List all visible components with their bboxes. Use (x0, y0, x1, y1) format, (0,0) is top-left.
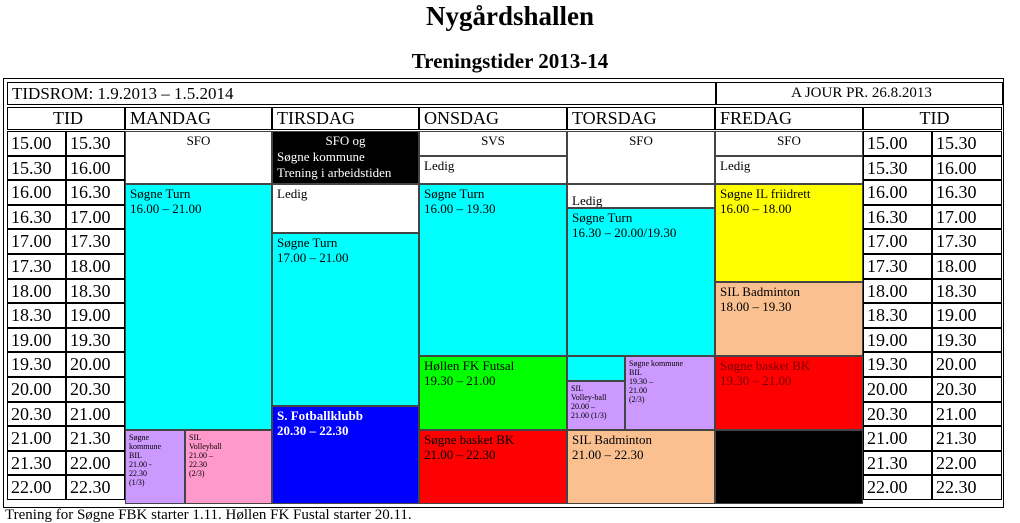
time-right-end: 18.30 (932, 279, 1002, 304)
time-right-end: 16.00 (932, 156, 1002, 181)
time-right-start: 20.30 (863, 402, 932, 427)
day-header-monday: MANDAG (125, 107, 272, 130)
day-header-thursday: TORSDAG (567, 107, 715, 130)
time-left-start: 17.30 (7, 254, 66, 279)
time-left-end: 20.00 (66, 352, 125, 377)
time-right-start: 19.00 (863, 328, 932, 353)
thursday-ledig-block: Ledig (567, 184, 715, 208)
day-header-tuesday: TIRSDAG (272, 107, 419, 130)
wednesday-ledig-block: Ledig (419, 156, 567, 184)
friday-black-block (715, 430, 863, 504)
thursday-sfo-block: SFO (567, 131, 715, 184)
time-right-start: 15.00 (863, 131, 932, 156)
thursday-sogne-turn-block: Søgne Turn 16.30 – 20.00/19.30 (567, 208, 715, 356)
time-left-end: 16.00 (66, 156, 125, 181)
time-right-start: 18.00 (863, 279, 932, 304)
time-right-end: 22.00 (932, 451, 1002, 476)
time-left-end: 16.30 (66, 180, 125, 205)
friday-sfo-block: SFO (715, 131, 863, 156)
monday-sogne-turn-block: Søgne Turn 16.00 – 21.00 (125, 184, 272, 430)
time-left-start: 17.00 (7, 229, 66, 254)
time-left-start: 18.00 (7, 279, 66, 304)
footer-note: Trening for Søgne FBK starter 1.11. Høllen FK Fustal starter 20.11. (5, 507, 412, 523)
time-right-start: 16.30 (863, 205, 932, 230)
time-right-start: 19.30 (863, 352, 932, 377)
time-right-start: 16.00 (863, 180, 932, 205)
tid-header-left: TID (7, 107, 125, 130)
thursday-turn-extension (567, 356, 625, 381)
time-left-end: 18.00 (66, 254, 125, 279)
time-right-end: 17.00 (932, 205, 1002, 230)
friday-ledig-block: Ledig (715, 156, 863, 184)
time-right-start: 17.30 (863, 254, 932, 279)
wednesday-hollen-futsal-block: Høllen FK Futsal 19.30 – 21.00 (419, 356, 567, 430)
time-right-end: 18.00 (932, 254, 1002, 279)
tid-header-right: TID (863, 107, 1002, 130)
time-right-end: 15.30 (932, 131, 1002, 156)
tuesday-fotballklubb-block: S. Fotballklubb 20.30 – 22.30 (272, 406, 419, 504)
time-right-start: 18.30 (863, 303, 932, 328)
updated-label: A JOUR PR. 26.8.2013 (716, 82, 1003, 105)
friday-friidrett-block: Søgne IL friidrett 16.00 – 18.00 (715, 184, 863, 282)
time-left-end: 18.30 (66, 279, 125, 304)
time-left-start: 18.30 (7, 303, 66, 328)
time-left-start: 19.00 (7, 328, 66, 353)
time-right-end: 22.30 (932, 475, 1002, 500)
time-left-end: 17.00 (66, 205, 125, 230)
time-right-end: 20.30 (932, 377, 1002, 402)
time-right-start: 15.30 (863, 156, 932, 181)
wednesday-sogne-turn-block: Søgne Turn 16.00 – 19.30 (419, 184, 567, 356)
time-left-end: 17.30 (66, 229, 125, 254)
page-title: Nygårdshallen (425, 1, 595, 31)
friday-sil-badminton-block: SIL Badminton 18.00 – 19.30 (715, 282, 863, 356)
time-left-start: 22.00 (7, 475, 66, 500)
time-left-end: 22.00 (66, 451, 125, 476)
time-right-end: 20.00 (932, 352, 1002, 377)
thursday-sil-volleyball-block: SIL Volley-ball 20.00 – 21.00 (1/3) (567, 381, 625, 430)
time-right-start: 20.00 (863, 377, 932, 402)
time-right-end: 19.00 (932, 303, 1002, 328)
friday-sogne-basket-block: Søgne basket BK 19.30 – 21.00 (715, 356, 863, 430)
time-left-start: 21.30 (7, 451, 66, 476)
time-left-start: 15.00 (7, 131, 66, 156)
monday-sil-volleyball-block: SIL Volleyball 21.00 – 22.30 (2/3) (185, 430, 272, 504)
time-right-start: 21.30 (863, 451, 932, 476)
time-left-end: 15.30 (66, 131, 125, 156)
time-left-start: 15.30 (7, 156, 66, 181)
time-left-start: 20.00 (7, 377, 66, 402)
time-left-start: 16.30 (7, 205, 66, 230)
day-header-wednesday: ONSDAG (419, 107, 567, 130)
time-left-end: 22.30 (66, 475, 125, 500)
period-label: TIDSROM: 1.9.2013 – 1.5.2014 (7, 82, 716, 105)
monday-sogne-kommune-block: Søgne kommune BIL 21.00 - 22.30 (1/3) (125, 430, 185, 504)
time-left-start: 19.30 (7, 352, 66, 377)
time-left-end: 19.00 (66, 303, 125, 328)
tuesday-sogne-turn-block: Søgne Turn 17.00 – 21.00 (272, 233, 419, 406)
day-header-friday: FREDAG (715, 107, 863, 130)
page-subtitle: Treningstider 2013-14 (411, 49, 609, 73)
time-right-end: 19.30 (932, 328, 1002, 353)
time-right-end: 16.30 (932, 180, 1002, 205)
time-right-start: 21.00 (863, 426, 932, 451)
time-right-end: 21.30 (932, 426, 1002, 451)
time-right-start: 22.00 (863, 475, 932, 500)
tuesday-ledig-block: Ledig (272, 184, 419, 233)
monday-sfo-block: SFO (125, 131, 272, 184)
time-left-start: 21.00 (7, 426, 66, 451)
wednesday-svs-block: SVS (419, 131, 567, 156)
time-right-start: 17.00 (863, 229, 932, 254)
wednesday-sogne-basket-block: Søgne basket BK 21.00 – 22.30 (419, 430, 567, 504)
time-left-end: 21.00 (66, 402, 125, 427)
thursday-sil-badminton-block: SIL Badminton 21.00 – 22.30 (567, 430, 715, 504)
time-right-end: 21.00 (932, 402, 1002, 427)
time-left-start: 20.30 (7, 402, 66, 427)
time-left-end: 19.30 (66, 328, 125, 353)
thursday-sogne-kommune-block: Søgne kommune BIL 19.30 – 21.00 (2/3) (625, 356, 715, 430)
time-right-end: 17.30 (932, 229, 1002, 254)
time-left-end: 21.30 (66, 426, 125, 451)
tuesday-sfo-block: SFO og Søgne kommune Trening i arbeidstiden (272, 131, 419, 184)
time-left-start: 16.00 (7, 180, 66, 205)
time-left-end: 20.30 (66, 377, 125, 402)
